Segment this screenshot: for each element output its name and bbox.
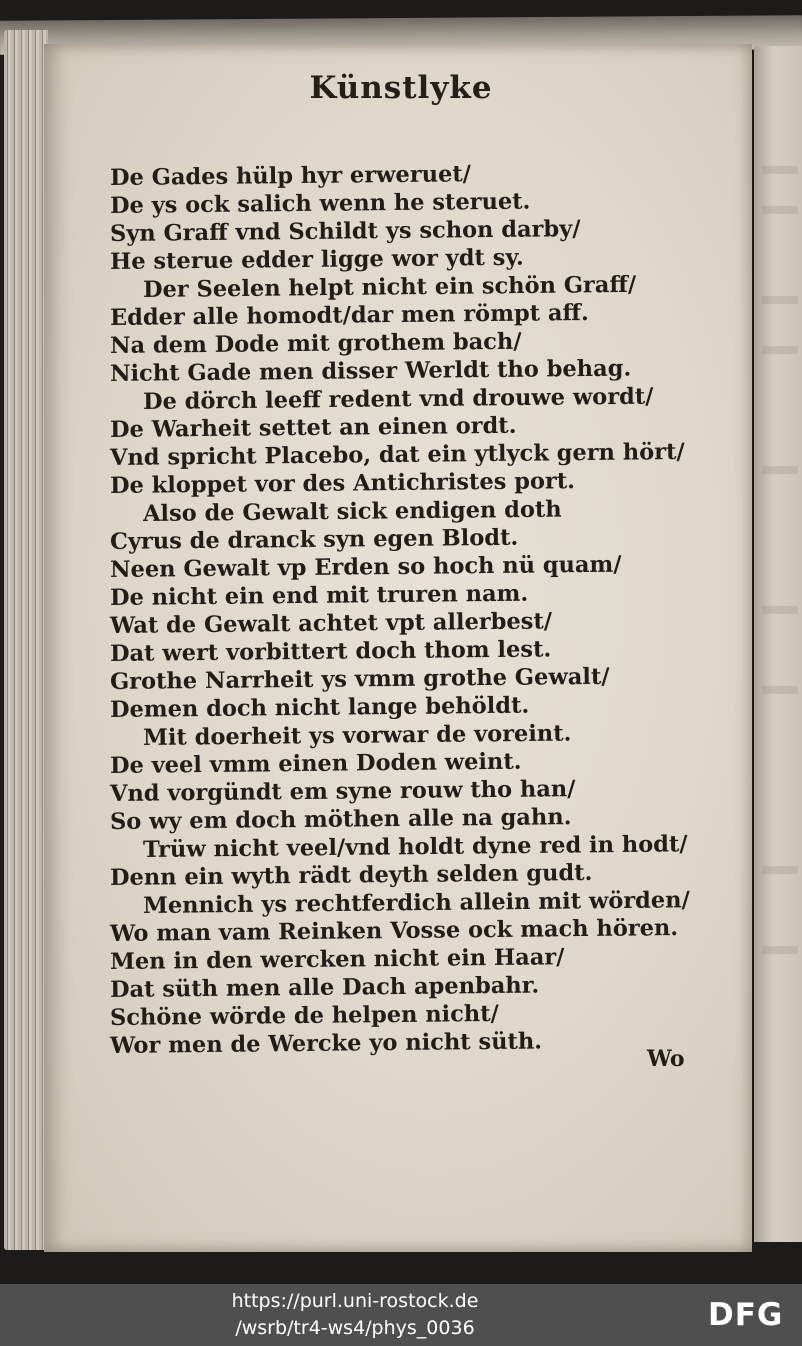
verse-line: Cyrus de dranck syn egen Blodt. bbox=[109, 524, 519, 555]
verse-line: Dat süth men alle Dach apenbahr. bbox=[109, 972, 540, 1003]
facing-page-edge bbox=[754, 46, 802, 1242]
running-head: Künstlyke bbox=[309, 70, 493, 106]
verse-line: De kloppet vor des Antichristes port. bbox=[109, 468, 576, 499]
verse-line: Trüw nicht veel/vnd holdt dyne red in hodt/ bbox=[142, 831, 688, 863]
verse-line: De Gades hülp hyr erweruet/ bbox=[109, 161, 472, 191]
verse-line: De nicht ein end mit truren nam. bbox=[109, 580, 529, 611]
verse-line: Also de Gewalt sick endigen doth bbox=[142, 496, 562, 527]
verse-line: Denn ein wyth rädt deyth selden gudt. bbox=[109, 859, 593, 891]
verse-line: Vnd spricht Placebo, dat ein ytlyck gern hört/ bbox=[109, 438, 685, 471]
verse-line: De veel vmm einen Doden weint. bbox=[109, 748, 522, 779]
verse-line: Edder alle homodt/dar men römpt aff. bbox=[109, 299, 589, 331]
verse-line: Grothe Narrheit ys vmm grothe Gewalt/ bbox=[109, 663, 610, 695]
footer-bar bbox=[0, 1284, 802, 1346]
verse-line: Wat de Gewalt achtet vpt allerbest/ bbox=[109, 608, 553, 639]
verse-line: Wor men de Wercke yo nicht süth. bbox=[109, 1028, 543, 1059]
verse-line: Mennich ys rechtferdich allein mit wörden/ bbox=[142, 887, 690, 919]
verse-line: He sterue edder ligge wor ydt sy. bbox=[109, 244, 524, 275]
verse-line: Dat wert vorbittert doch thom lest. bbox=[109, 636, 552, 667]
verse-line: Men in den wercken nicht ein Haar/ bbox=[109, 944, 565, 975]
permalink-url-line-2[interactable]: /wsrb/tr4-ws4/phys_0036 bbox=[235, 1317, 475, 1339]
verse-line: Demen doch nicht lange behöldt. bbox=[109, 692, 530, 723]
verse-line: De Warheit settet an einen ordt. bbox=[109, 412, 517, 443]
verse-line: So wy em doch möthen alle na gahn. bbox=[109, 804, 572, 835]
verse-line: De dörch leeff redent vnd drouwe wordt/ bbox=[142, 383, 654, 415]
permalink-url-line-1[interactable]: https://purl.uni-rostock.de bbox=[231, 1290, 479, 1312]
verse-line: Mit doerheit ys vorwar de voreint. bbox=[142, 720, 572, 751]
page-stack-edge bbox=[4, 30, 48, 1250]
verse-line: Vnd vorgündt em syne rouw tho han/ bbox=[109, 776, 576, 807]
verse-line: Der Seelen helpt nicht ein schön Graff/ bbox=[142, 271, 637, 303]
verse-line: Schöne wörde de helpen nicht/ bbox=[109, 1000, 499, 1031]
verse-line: Syn Graff vnd Schildt ys schon darby/ bbox=[109, 216, 581, 247]
dfg-logo: DFG bbox=[708, 1297, 784, 1333]
verse-line: Nicht Gade men disser Werldt tho behag. bbox=[109, 355, 632, 387]
verse-line: Na dem Dode mit grothem bach/ bbox=[109, 328, 522, 359]
verse-line: Wo man vam Reinken Vosse ock mach hören. bbox=[109, 915, 679, 947]
catchword: Wo bbox=[647, 1046, 685, 1072]
verse-line: Neen Gewalt vp Erden so hoch nü quam/ bbox=[109, 551, 622, 583]
verse-line: De ys ock salich wenn he steruet. bbox=[109, 188, 531, 219]
